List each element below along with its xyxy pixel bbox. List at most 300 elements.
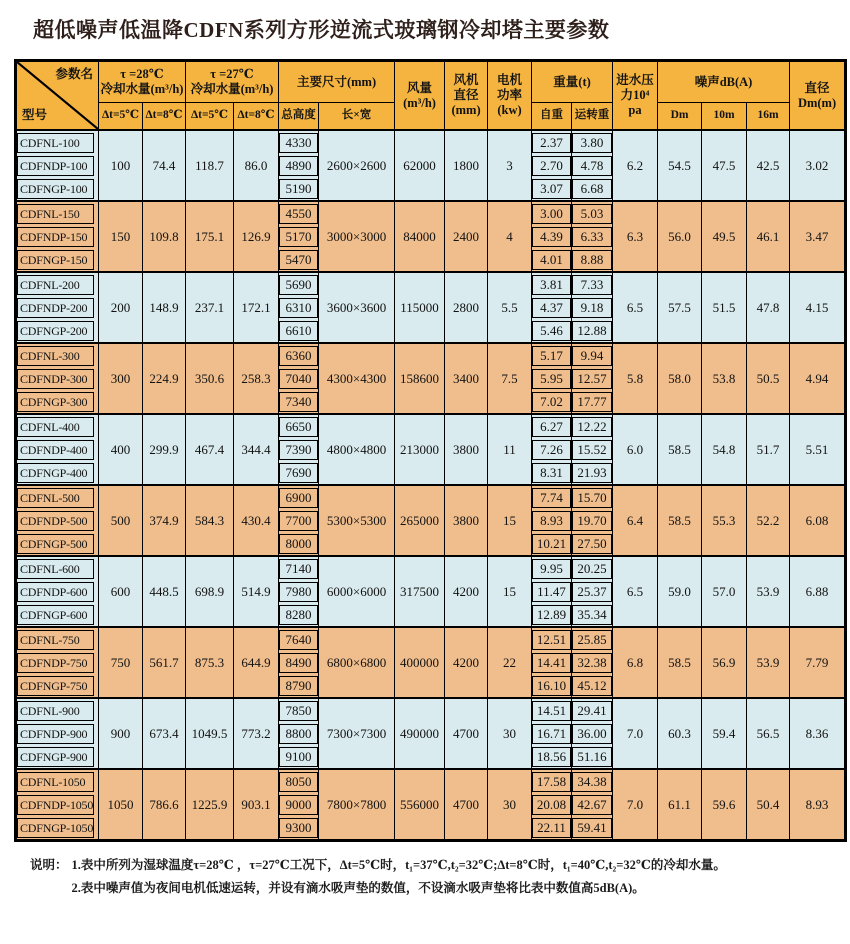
model-cell-box: CDFNDP-500 — [17, 511, 94, 531]
header-motor-power-unit: (kw) — [497, 102, 522, 117]
self-weight-cell — [532, 509, 572, 532]
spec-table — [14, 59, 847, 842]
inlet-pressure-cell: 7.0 — [613, 769, 658, 841]
fan-diameter-cell: 2400 — [445, 201, 488, 272]
self-weight-cell-box: 14.51 — [532, 701, 571, 721]
run-weight-cell-box: 3.80 — [572, 133, 612, 153]
total-height-cell-box: 7690 — [279, 463, 318, 483]
header-cooling-flow-label-2: 冷却水量(m³/h) — [190, 82, 274, 96]
model-cell — [16, 769, 99, 793]
flow-28-dt8-cell: 673.4 — [143, 698, 186, 769]
noise-10m-cell: 59.6 — [702, 769, 747, 841]
self-weight-cell-box: 9.95 — [532, 559, 571, 579]
noise-dm-cell: 58.0 — [658, 343, 702, 414]
total-height-cell-box: 6360 — [279, 346, 318, 366]
noise-16m-cell: 47.8 — [747, 272, 790, 343]
run-weight-cell — [572, 367, 613, 390]
run-weight-cell — [572, 532, 613, 556]
note-2: 2.表中噪声值为夜间电机低速运转，并设有滴水吸声垫的数值，不设滴水吸声垫将比表中数值高5dB(A)。 — [71, 881, 645, 896]
header-inlet-pressure-unit: pa — [628, 102, 642, 117]
air-flow-cell: 556000 — [395, 769, 445, 841]
flow-28-dt5-cell: 500 — [99, 485, 143, 556]
model-cell-box: CDFNDP-1050 — [17, 795, 94, 815]
motor-power-cell: 11 — [488, 414, 532, 485]
run-weight-cell-box: 12.57 — [572, 369, 612, 389]
table-row — [16, 272, 846, 296]
header-motor-power — [488, 61, 532, 131]
model-cell — [16, 745, 99, 769]
run-weight-cell-box: 25.37 — [572, 582, 612, 602]
header-dt5-28: Δt=5℃ — [99, 103, 143, 131]
total-height-cell-box: 5170 — [279, 227, 318, 247]
self-weight-cell — [532, 722, 572, 745]
header-main-size: 主要尺寸(mm) — [279, 61, 395, 103]
total-height-cell — [279, 603, 319, 627]
model-cell — [16, 674, 99, 698]
run-weight-cell — [572, 272, 613, 296]
total-height-cell-box: 7980 — [279, 582, 318, 602]
run-weight-cell — [572, 627, 613, 651]
header-corner-cell — [16, 61, 99, 131]
model-cell-box: CDFNGP-900 — [17, 747, 94, 767]
model-cell-box: CDFNGP-750 — [17, 676, 94, 696]
model-cell — [16, 296, 99, 319]
run-weight-cell — [572, 722, 613, 745]
total-height-cell-box: 8490 — [279, 653, 318, 673]
model-cell — [16, 816, 99, 841]
length-width-cell: 3000×3000 — [319, 201, 395, 272]
notes-label: 说明： — [30, 858, 68, 872]
run-weight-cell-box: 12.88 — [572, 321, 612, 341]
self-weight-cell — [532, 296, 572, 319]
fan-diameter-cell: 4700 — [445, 769, 488, 841]
self-weight-cell-box: 6.27 — [532, 417, 571, 437]
self-weight-cell-box: 10.21 — [532, 534, 571, 554]
flow-27-dt8-cell: 172.1 — [234, 272, 279, 343]
total-height-cell-box: 8790 — [279, 676, 318, 696]
self-weight-cell-box: 3.81 — [532, 275, 571, 295]
header-diameter-l1: 直径 — [804, 80, 830, 95]
run-weight-cell — [572, 793, 613, 816]
self-weight-cell — [532, 698, 572, 722]
air-flow-cell: 400000 — [395, 627, 445, 698]
flow-28-dt5-cell: 400 — [99, 414, 143, 485]
notes — [30, 854, 850, 900]
total-height-cell — [279, 154, 319, 177]
flow-28-dt8-cell: 148.9 — [143, 272, 186, 343]
model-cell — [16, 390, 99, 414]
motor-power-cell: 15 — [488, 556, 532, 627]
flow-28-dt8-cell: 448.5 — [143, 556, 186, 627]
total-height-cell-box: 9000 — [279, 795, 318, 815]
flow-28-dt5-cell: 300 — [99, 343, 143, 414]
self-weight-cell — [532, 580, 572, 603]
flow-28-dt8-cell: 561.7 — [143, 627, 186, 698]
model-cell — [16, 438, 99, 461]
model-cell — [16, 177, 99, 201]
model-cell-box: CDFNL-600 — [17, 559, 94, 579]
noise-dm-cell: 61.1 — [658, 769, 702, 841]
run-weight-cell — [572, 319, 613, 343]
self-weight-cell — [532, 130, 572, 154]
header-fan-diameter-l2: 直径 — [453, 88, 479, 103]
self-weight-cell — [532, 154, 572, 177]
flow-28-dt8-cell: 374.9 — [143, 485, 186, 556]
run-weight-cell-box: 8.88 — [572, 250, 612, 270]
motor-power-cell: 30 — [488, 769, 532, 841]
self-weight-cell-box: 8.93 — [532, 511, 571, 531]
fan-diameter-cell: 1800 — [445, 130, 488, 201]
self-weight-cell — [532, 272, 572, 296]
noise-dm-cell: 58.5 — [658, 414, 702, 485]
noise-dm-cell: 54.5 — [658, 130, 702, 201]
self-weight-cell — [532, 556, 572, 580]
inlet-pressure-cell: 6.8 — [613, 627, 658, 698]
self-weight-cell — [532, 674, 572, 698]
diameter-cell: 6.88 — [790, 556, 846, 627]
model-cell-box: CDFNL-500 — [17, 488, 94, 508]
model-cell-box: CDFNDP-100 — [17, 156, 94, 176]
noise-10m-cell: 54.8 — [702, 414, 747, 485]
run-weight-cell — [572, 509, 613, 532]
total-height-cell-box: 6900 — [279, 488, 318, 508]
model-cell — [16, 698, 99, 722]
run-weight-cell — [572, 343, 613, 367]
table-header — [16, 61, 846, 131]
total-height-cell-box: 8800 — [279, 724, 318, 744]
model-cell — [16, 509, 99, 532]
length-width-cell: 4300×4300 — [319, 343, 395, 414]
length-width-cell: 5300×5300 — [319, 485, 395, 556]
total-height-cell-box: 7040 — [279, 369, 318, 389]
length-width-cell: 4800×4800 — [319, 414, 395, 485]
model-cell — [16, 201, 99, 225]
header-t27: τ =27℃ — [210, 67, 254, 82]
self-weight-cell-box: 4.39 — [532, 227, 571, 247]
total-height-cell — [279, 390, 319, 414]
model-cell-box: CDFNDP-750 — [17, 653, 94, 673]
total-height-cell-box: 5690 — [279, 275, 318, 295]
model-cell — [16, 556, 99, 580]
run-weight-cell-box: 27.50 — [572, 534, 612, 554]
air-flow-cell: 84000 — [395, 201, 445, 272]
noise-16m-cell: 42.5 — [747, 130, 790, 201]
self-weight-cell — [532, 816, 572, 841]
model-cell — [16, 319, 99, 343]
run-weight-cell-box: 51.16 — [572, 747, 612, 767]
diameter-cell: 3.47 — [790, 201, 846, 272]
header-diameter-l2: Dm(m) — [797, 95, 837, 110]
model-cell-box: CDFNGP-200 — [17, 321, 94, 341]
header-parameter-name: 参数名 — [55, 67, 93, 81]
total-height-cell — [279, 485, 319, 509]
run-weight-cell-box: 45.12 — [572, 676, 612, 696]
total-height-cell-box: 6650 — [279, 417, 318, 437]
header-air-flow-label: 风量 — [407, 80, 433, 95]
header-dt5-27: Δt=5℃ — [186, 103, 234, 131]
noise-10m-cell: 47.5 — [702, 130, 747, 201]
total-height-cell-box: 6310 — [279, 298, 318, 318]
model-cell — [16, 154, 99, 177]
model-cell-box: CDFNGP-100 — [17, 179, 94, 199]
model-cell-box: CDFNL-150 — [17, 204, 94, 224]
model-cell — [16, 485, 99, 509]
self-weight-cell — [532, 532, 572, 556]
run-weight-cell — [572, 201, 613, 225]
noise-10m-cell: 51.5 — [702, 272, 747, 343]
noise-dm-cell: 58.5 — [658, 627, 702, 698]
flow-27-dt8-cell: 644.9 — [234, 627, 279, 698]
total-height-cell — [279, 248, 319, 272]
self-weight-cell-box: 14.41 — [532, 653, 571, 673]
run-weight-cell — [572, 816, 613, 841]
model-cell — [16, 272, 99, 296]
model-cell-box: CDFNDP-200 — [17, 298, 94, 318]
header-dt8-28: Δt=8℃ — [143, 103, 186, 131]
model-cell-box: CDFNDP-900 — [17, 724, 94, 744]
flow-27-dt5-cell: 875.3 — [186, 627, 234, 698]
run-weight-cell-box: 32.38 — [572, 653, 612, 673]
total-height-cell — [279, 509, 319, 532]
noise-10m-cell: 49.5 — [702, 201, 747, 272]
header-cooling-flow-label-1: 冷却水量(m³/h) — [100, 82, 184, 96]
model-cell — [16, 130, 99, 154]
total-height-cell-box: 5190 — [279, 179, 318, 199]
noise-10m-cell: 57.0 — [702, 556, 747, 627]
run-weight-cell-box: 7.33 — [572, 275, 612, 295]
fan-diameter-cell: 3400 — [445, 343, 488, 414]
noise-dm-cell: 58.5 — [658, 485, 702, 556]
note-1: 1.表中所列为湿球温度τ=28℃ ，τ=27℃工况下，Δt=5℃时，t₁=37℃,t₂=32℃;Δt=8℃时，t₁=40℃,t₂=32℃的冷却水量。 — [71, 858, 726, 872]
page-title: 超低噪声低温降CDFN系列方形逆流式玻璃钢冷却塔主要参数 — [33, 18, 610, 42]
fan-diameter-cell: 4200 — [445, 627, 488, 698]
run-weight-cell — [572, 414, 613, 438]
model-cell — [16, 722, 99, 745]
total-height-cell-box: 8280 — [279, 605, 318, 625]
length-width-cell: 7800×7800 — [319, 769, 395, 841]
model-cell-box: CDFNL-900 — [17, 701, 94, 721]
total-height-cell — [279, 177, 319, 201]
run-weight-cell — [572, 769, 613, 793]
run-weight-cell — [572, 580, 613, 603]
total-height-cell-box: 8050 — [279, 772, 318, 792]
total-height-cell — [279, 272, 319, 296]
air-flow-cell: 490000 — [395, 698, 445, 769]
self-weight-cell-box: 12.89 — [532, 605, 571, 625]
header-total-height: 总高度 — [279, 103, 319, 131]
flow-27-dt5-cell: 237.1 — [186, 272, 234, 343]
fan-diameter-cell: 4700 — [445, 698, 488, 769]
run-weight-cell — [572, 225, 613, 248]
model-cell-box: CDFNL-400 — [17, 417, 94, 437]
diameter-cell: 3.02 — [790, 130, 846, 201]
inlet-pressure-cell: 6.0 — [613, 414, 658, 485]
fan-diameter-cell: 3800 — [445, 414, 488, 485]
run-weight-cell-box: 21.93 — [572, 463, 612, 483]
total-height-cell-box: 5470 — [279, 250, 318, 270]
total-height-cell-box: 7390 — [279, 440, 318, 460]
model-cell — [16, 627, 99, 651]
run-weight-cell-box: 5.03 — [572, 204, 612, 224]
noise-dm-cell: 59.0 — [658, 556, 702, 627]
self-weight-cell-box: 5.46 — [532, 321, 571, 341]
run-weight-cell — [572, 461, 613, 485]
total-height-cell — [279, 414, 319, 438]
table-row — [16, 485, 846, 509]
noise-16m-cell: 50.5 — [747, 343, 790, 414]
header-inlet-pressure — [613, 61, 658, 131]
run-weight-cell — [572, 745, 613, 769]
noise-10m-cell: 59.4 — [702, 698, 747, 769]
self-weight-cell — [532, 745, 572, 769]
self-weight-cell-box: 12.51 — [532, 630, 571, 650]
inlet-pressure-cell: 6.3 — [613, 201, 658, 272]
noise-10m-cell: 55.3 — [702, 485, 747, 556]
self-weight-cell — [532, 627, 572, 651]
flow-27-dt8-cell: 514.9 — [234, 556, 279, 627]
noise-dm-cell: 60.3 — [658, 698, 702, 769]
header-motor-power-l1: 电机 — [497, 73, 523, 88]
flow-27-dt8-cell: 430.4 — [234, 485, 279, 556]
total-height-cell-box: 9300 — [279, 818, 318, 838]
self-weight-cell-box: 4.37 — [532, 298, 571, 318]
motor-power-cell: 15 — [488, 485, 532, 556]
self-weight-cell — [532, 793, 572, 816]
flow-27-dt8-cell: 86.0 — [234, 130, 279, 201]
run-weight-cell-box: 6.33 — [572, 227, 612, 247]
flow-27-dt5-cell: 698.9 — [186, 556, 234, 627]
header-run-weight: 运转重 — [572, 103, 613, 131]
header-noise-10m: 10m — [702, 103, 747, 131]
flow-27-dt5-cell: 118.7 — [186, 130, 234, 201]
total-height-cell-box: 7140 — [279, 559, 318, 579]
header-model: 型号 — [22, 108, 48, 123]
run-weight-cell-box: 59.41 — [572, 818, 612, 838]
model-cell — [16, 651, 99, 674]
model-cell-box: CDFNL-750 — [17, 630, 94, 650]
self-weight-cell-box: 3.00 — [532, 204, 571, 224]
run-weight-cell — [572, 248, 613, 272]
run-weight-cell-box: 12.22 — [572, 417, 612, 437]
flow-27-dt8-cell: 773.2 — [234, 698, 279, 769]
air-flow-cell: 158600 — [395, 343, 445, 414]
model-cell-box: CDFNDP-300 — [17, 369, 94, 389]
table-body — [16, 130, 846, 841]
diameter-cell: 4.15 — [790, 272, 846, 343]
header-t28: τ =28℃ — [120, 67, 164, 82]
flow-28-dt5-cell: 1050 — [99, 769, 143, 841]
total-height-cell — [279, 367, 319, 390]
self-weight-cell — [532, 603, 572, 627]
header-air-flow — [395, 61, 445, 131]
total-height-cell — [279, 461, 319, 485]
total-height-cell — [279, 722, 319, 745]
total-height-cell — [279, 201, 319, 225]
total-height-cell-box: 4890 — [279, 156, 318, 176]
flow-27-dt8-cell: 344.4 — [234, 414, 279, 485]
table-row — [16, 556, 846, 580]
model-cell-box: CDFNGP-150 — [17, 250, 94, 270]
self-weight-cell — [532, 769, 572, 793]
model-cell-box: CDFNDP-600 — [17, 582, 94, 602]
total-height-cell-box: 9100 — [279, 747, 318, 767]
self-weight-cell-box: 4.01 — [532, 250, 571, 270]
run-weight-cell-box: 19.70 — [572, 511, 612, 531]
air-flow-cell: 265000 — [395, 485, 445, 556]
air-flow-cell: 115000 — [395, 272, 445, 343]
total-height-cell — [279, 580, 319, 603]
self-weight-cell-box: 7.26 — [532, 440, 571, 460]
run-weight-cell-box: 4.78 — [572, 156, 612, 176]
table-row — [16, 627, 846, 651]
run-weight-cell-box: 35.34 — [572, 605, 612, 625]
run-weight-cell-box: 15.52 — [572, 440, 612, 460]
fan-diameter-cell: 2800 — [445, 272, 488, 343]
noise-10m-cell: 53.8 — [702, 343, 747, 414]
model-cell — [16, 603, 99, 627]
total-height-cell — [279, 130, 319, 154]
table-row — [16, 201, 846, 225]
self-weight-cell — [532, 485, 572, 509]
header-weight: 重量(t) — [532, 61, 613, 103]
model-cell — [16, 367, 99, 390]
run-weight-cell-box: 17.77 — [572, 392, 612, 412]
total-height-cell-box: 7700 — [279, 511, 318, 531]
total-height-cell-box: 4550 — [279, 204, 318, 224]
run-weight-cell-box: 20.25 — [572, 559, 612, 579]
total-height-cell — [279, 296, 319, 319]
self-weight-cell — [532, 651, 572, 674]
air-flow-cell: 213000 — [395, 414, 445, 485]
motor-power-cell: 30 — [488, 698, 532, 769]
self-weight-cell-box: 7.74 — [532, 488, 571, 508]
inlet-pressure-cell: 6.4 — [613, 485, 658, 556]
header-dt8-27: Δt=8℃ — [234, 103, 279, 131]
total-height-cell — [279, 769, 319, 793]
run-weight-cell-box: 25.85 — [572, 630, 612, 650]
diameter-cell: 4.94 — [790, 343, 846, 414]
self-weight-cell-box: 8.31 — [532, 463, 571, 483]
model-cell — [16, 225, 99, 248]
run-weight-cell — [572, 177, 613, 201]
run-weight-cell — [572, 556, 613, 580]
length-width-cell: 3600×3600 — [319, 272, 395, 343]
model-cell-box: CDFNGP-400 — [17, 463, 94, 483]
total-height-cell — [279, 793, 319, 816]
noise-16m-cell: 50.4 — [747, 769, 790, 841]
header-row-1 — [16, 61, 846, 103]
self-weight-cell — [532, 438, 572, 461]
total-height-cell — [279, 556, 319, 580]
flow-28-dt5-cell: 600 — [99, 556, 143, 627]
self-weight-cell-box: 2.70 — [532, 156, 571, 176]
noise-10m-cell: 56.9 — [702, 627, 747, 698]
length-width-cell: 7300×7300 — [319, 698, 395, 769]
total-height-cell — [279, 698, 319, 722]
fan-diameter-cell: 4200 — [445, 556, 488, 627]
diameter-cell: 8.93 — [790, 769, 846, 841]
noise-16m-cell: 46.1 — [747, 201, 790, 272]
self-weight-cell-box: 11.47 — [532, 582, 571, 602]
header-length-width: 长×宽 — [319, 103, 395, 131]
self-weight-cell-box: 18.56 — [532, 747, 571, 767]
run-weight-cell — [572, 154, 613, 177]
fan-diameter-cell: 3800 — [445, 485, 488, 556]
run-weight-cell-box: 42.67 — [572, 795, 612, 815]
motor-power-cell: 5.5 — [488, 272, 532, 343]
header-noise: 噪声dB(A) — [658, 61, 790, 103]
flow-27-dt5-cell: 350.6 — [186, 343, 234, 414]
